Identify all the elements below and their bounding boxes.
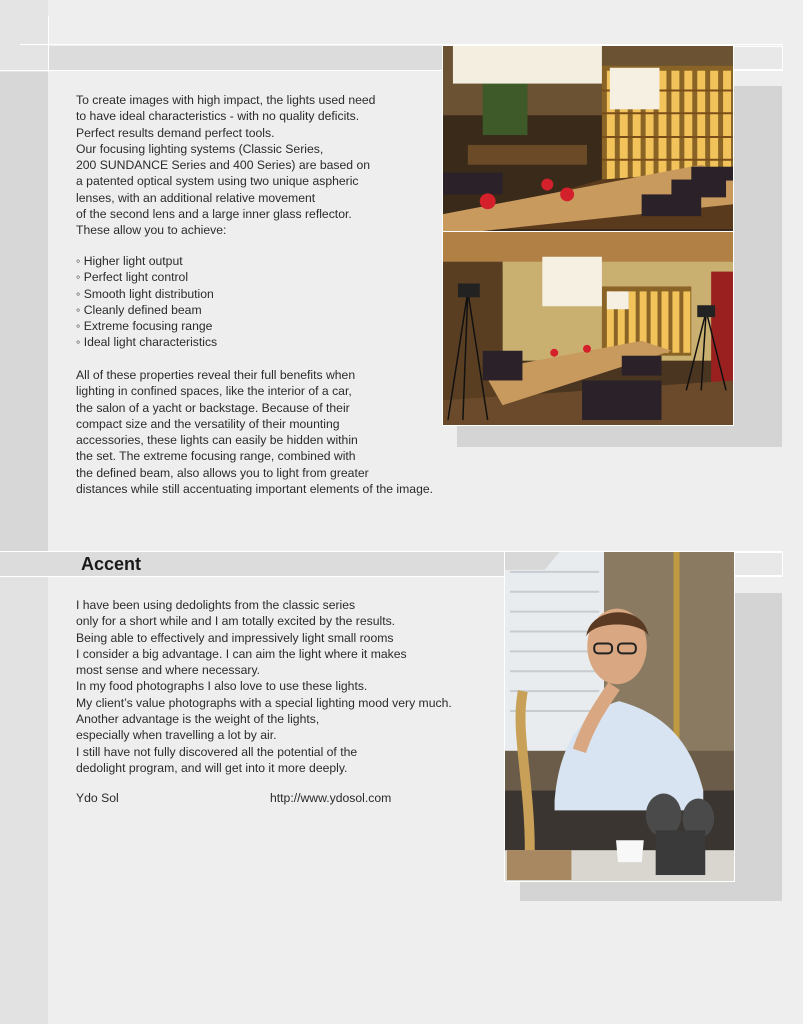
left-margin-bar-upper xyxy=(0,72,48,552)
text-line: Our focusing lighting systems (Classic Series, xyxy=(76,141,324,156)
text-line: These allow you to achieve: xyxy=(76,223,227,238)
benefits-list-wrap xyxy=(76,253,217,351)
text-line: of the second lens and a large inner glass reflector. xyxy=(76,207,352,222)
summary-paragraph xyxy=(76,367,433,497)
list-item: ◦ Ideal light characteristics xyxy=(76,335,218,350)
text-line: I have been using dedolights from the classic series xyxy=(76,598,356,612)
section-heading-accent: Accent xyxy=(81,554,142,574)
text-line: the set. The extreme focusing range, combined with xyxy=(76,449,356,464)
text-line: compact size and the versatility of their mounting xyxy=(76,416,340,431)
text-line: especially when travelling a lot by air. xyxy=(76,728,277,743)
text-line: I still have not fully discovered all the potential of the xyxy=(76,744,358,759)
text-line: lenses, with an additional relative movement xyxy=(76,190,316,205)
text-line: Being able to effectively and impressively light small rooms xyxy=(76,630,394,645)
list-item: ◦ Cleanly defined beam xyxy=(76,302,202,317)
author-website-link[interactable]: http://www.ydosol.com xyxy=(270,791,392,805)
text-line: lighting in confined spaces, like the interior of a car, xyxy=(76,384,352,399)
list-item: ◦ Smooth light distribution xyxy=(76,286,214,301)
top-header-bar xyxy=(48,46,443,70)
photo-restaurant-interior-1 xyxy=(442,45,734,232)
accent-paragraph xyxy=(76,597,452,776)
list-item: ◦ Higher light output xyxy=(76,254,183,268)
left-margin-bar-lower xyxy=(0,578,48,1024)
text-line: accessories, these lights can easily be hidden within xyxy=(76,433,358,448)
photo-portrait-ydo-sol xyxy=(504,551,735,882)
text-line: My client’s value photographs with a special lighting mood very much. xyxy=(76,695,452,710)
text-line: I consider a big advantage. I can aim the light where it makes xyxy=(76,646,407,661)
text-line: In my food photographs I also love to use these lights. xyxy=(76,679,368,694)
text-line: distances while still accentuating important elements of the image. xyxy=(76,482,434,497)
vertical-rule xyxy=(48,16,49,72)
text-line: To create images with high impact, the lights used need xyxy=(76,93,376,107)
text-line: the defined beam, also allows you to light from greater xyxy=(76,465,369,480)
intro-paragraph xyxy=(76,92,375,239)
right-tab-accent xyxy=(733,552,783,576)
text-line: All of these properties reveal their full benefits when xyxy=(76,368,356,382)
text-line: dedolight program, and will get into it more deeply. xyxy=(76,760,348,775)
list-item: ◦ Perfect light control xyxy=(76,270,189,285)
text-line: 200 SUNDANCE Series and 400 Series) are based on xyxy=(76,158,371,173)
text-line: most sense and where necessary. xyxy=(76,663,261,678)
author-name: Ydo Sol xyxy=(76,791,119,805)
text-line: the salon of a yacht or backstage. Because of their xyxy=(76,400,350,415)
list-item: ◦ Extreme focusing range xyxy=(76,319,213,334)
text-line: to have ideal characteristics - with no quality deficits. xyxy=(76,109,360,124)
text-line: a patented optical system using two unique aspheric xyxy=(76,174,359,189)
text-line: Another advantage is the weight of the lights, xyxy=(76,712,320,727)
text-line: only for a short while and I am totally excited by the results. xyxy=(76,614,396,629)
photo-restaurant-interior-2 xyxy=(442,231,734,426)
benefits-list xyxy=(76,253,217,351)
right-tab-top xyxy=(733,46,783,70)
text-line: Perfect results demand perfect tools. xyxy=(76,125,275,140)
